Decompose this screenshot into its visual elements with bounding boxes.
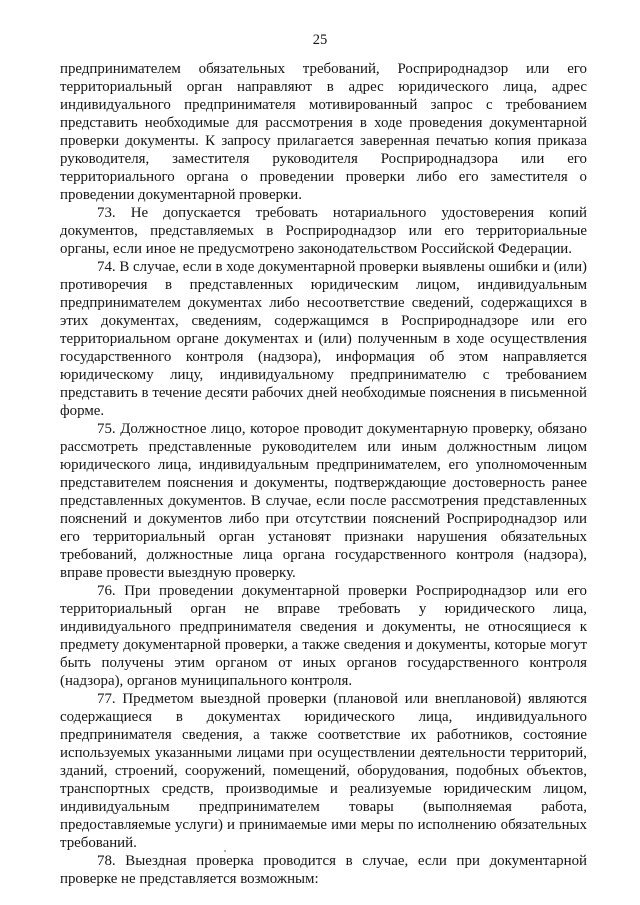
paragraph-73: 73. Не допускается требовать нотариального удостоверения копий документов, представляемых в Росприроднадзор или его территориальные органы, если иное не предусмотрено законодательством Российской Федерации. <box>60 205 587 257</box>
paragraph-76: 76. При проведении документарной проверки Росприроднадзор или его территориальный орган не вправе требовать у юридического лица, индивидуального предпринимателя сведения и документы, не относящиеся к предмету документарной проверки, а также сведения и документы, которые могут быть получены этим органом от иных органов государственного контроля (надзора), органов муниципального контроля. <box>60 583 587 689</box>
paragraph-continuation: предпринимателем обязательных требований, Росприроднадзор или его территориальный орган направляют в адрес юридического лица, адрес индивидуального предпринимателя мотивированный запрос с требованием представить необходимые для рассмотрения в ходе проведения документарной проверки документы. К запросу прилагается заверенная печатью копия приказа руководителя, заместителя руководителя Росприроднадзора или его территориального органа о проведении проверки либо его заместителя о проведении документарной проверки. <box>60 61 587 203</box>
paragraph-74: 74. В случае, если в ходе документарной проверки выявлены ошибки и (или) противоречия в представленных юридическим лицом, индивидуальным предпринимателем документах либо несоответствие сведений, содержащихся в этих документах, сведениям, содержащимся в Росприроднадзоре или его территориальном органе документах и (или) полученным в ходе осуществления государственного контроля (надзора), информация об этом направляется юридическому лицу, индивидуальному предпринимателю с требованием представить в течение десяти рабочих дней необходимые пояснения в письменной форме. <box>60 259 587 419</box>
paragraph-78: 78. Выездная проверка проводится в случае, если при документарной проверке не представляется возможным: <box>60 853 587 887</box>
paragraph-77: 77. Предметом выездной проверки (плановой или внеплановой) являются содержащиеся в документах юридического лица, индивидуального предпринимателя сведения, а также соответствие их работников, состояние используемых указанными лицами при осуществлении деятельности территорий, зданий, строений, сооружений, помещений, оборудования, подобных объектов, транспортных средств, производимые и реализуемые юридическим лицом, индивидуальным предпринимателем товары (выполняемая работа, предоставляемые услуги) и принимаемые ими меры по исполнению обязательных требований. <box>60 691 587 851</box>
paragraph-75: 75. Должностное лицо, которое проводит документарную проверку, обязано рассмотреть представленные руководителем или иным должностным лицом юридического лица, индивидуальным предпринимателем, его уполномоченным представителем пояснения и документы, подтверждающие достоверность ранее представленных документов. В случае, если после рассмотрения представленных пояснений и документов либо при отсутствии пояснений Росприроднадзор или его территориальный орган установят признаки нарушения обязательных требований, должностные лица органа государственного контроля (надзора), вправе провести выездную проверку. <box>60 421 587 581</box>
scan-speck <box>224 850 226 852</box>
document-body <box>60 60 587 888</box>
page-number: 25 <box>312 32 328 48</box>
